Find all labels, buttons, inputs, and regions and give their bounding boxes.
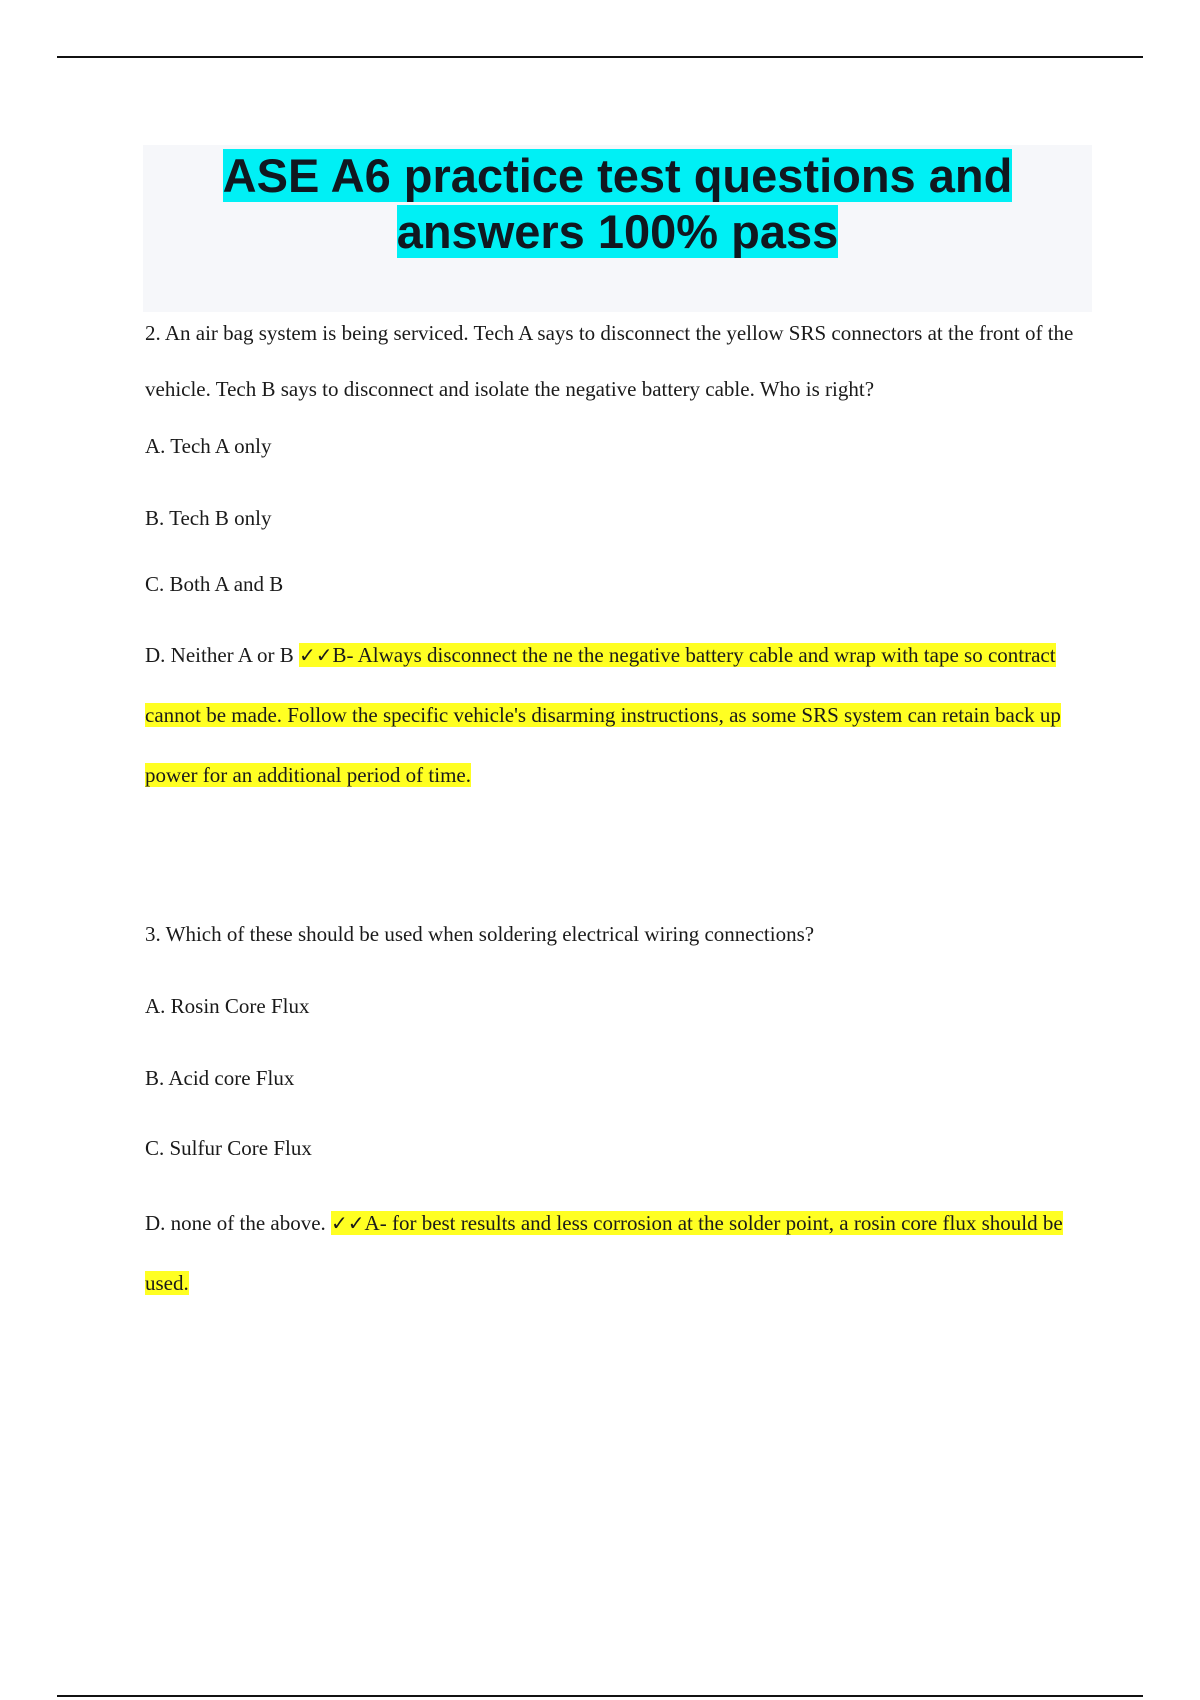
answer-option: B. Acid core Flux xyxy=(145,1066,295,1090)
answer-option: C. Sulfur Core Flux xyxy=(145,1136,312,1160)
answer-option: D. Neither A or B xyxy=(145,643,299,667)
title-line-2: answers 100% pass xyxy=(396,205,839,258)
answer-option: B. Tech B only xyxy=(145,506,272,530)
answer-explanation xyxy=(145,1193,1095,1313)
question-text: 3. Which of these should be used when soldering electrical wiring connections? xyxy=(145,922,815,946)
question-text: 2. An air bag system is being serviced. Tech A says to disconnect the yellow SRS connectors at the front of the vehicle. Tech B says to disconnect and isolate the negative battery cable. Who is right? xyxy=(145,321,1074,401)
question-block xyxy=(145,921,1095,1313)
document-body xyxy=(145,305,1095,1313)
answer-option: A. Tech A only xyxy=(145,434,272,458)
answer-option: C. Both A and B xyxy=(145,572,284,596)
document-title xyxy=(143,145,1092,312)
question-block xyxy=(145,305,1095,805)
answer-text: A- for best results and less corrosion at the solder point, a rosin core flux should be used. xyxy=(145,1211,1063,1295)
answer-option: A. Rosin Core Flux xyxy=(145,994,310,1018)
header-rule xyxy=(57,56,1143,58)
title-line-1: ASE A6 practice test questions and xyxy=(222,149,1013,202)
answer-option: D. none of the above. xyxy=(145,1211,332,1235)
checkmark-icon: ✓✓ xyxy=(298,643,333,667)
checkmark-icon: ✓✓ xyxy=(331,1211,365,1235)
answer-text: B- Always disconnect the ne the negative battery cable and wrap with tape so contract cannot be made. Follow the specific vehicle's disarming instructions, as some SRS system can retain back up power for an additional period of time. xyxy=(145,643,1061,787)
answer-explanation xyxy=(145,625,1095,805)
footer-rule xyxy=(57,1695,1143,1697)
